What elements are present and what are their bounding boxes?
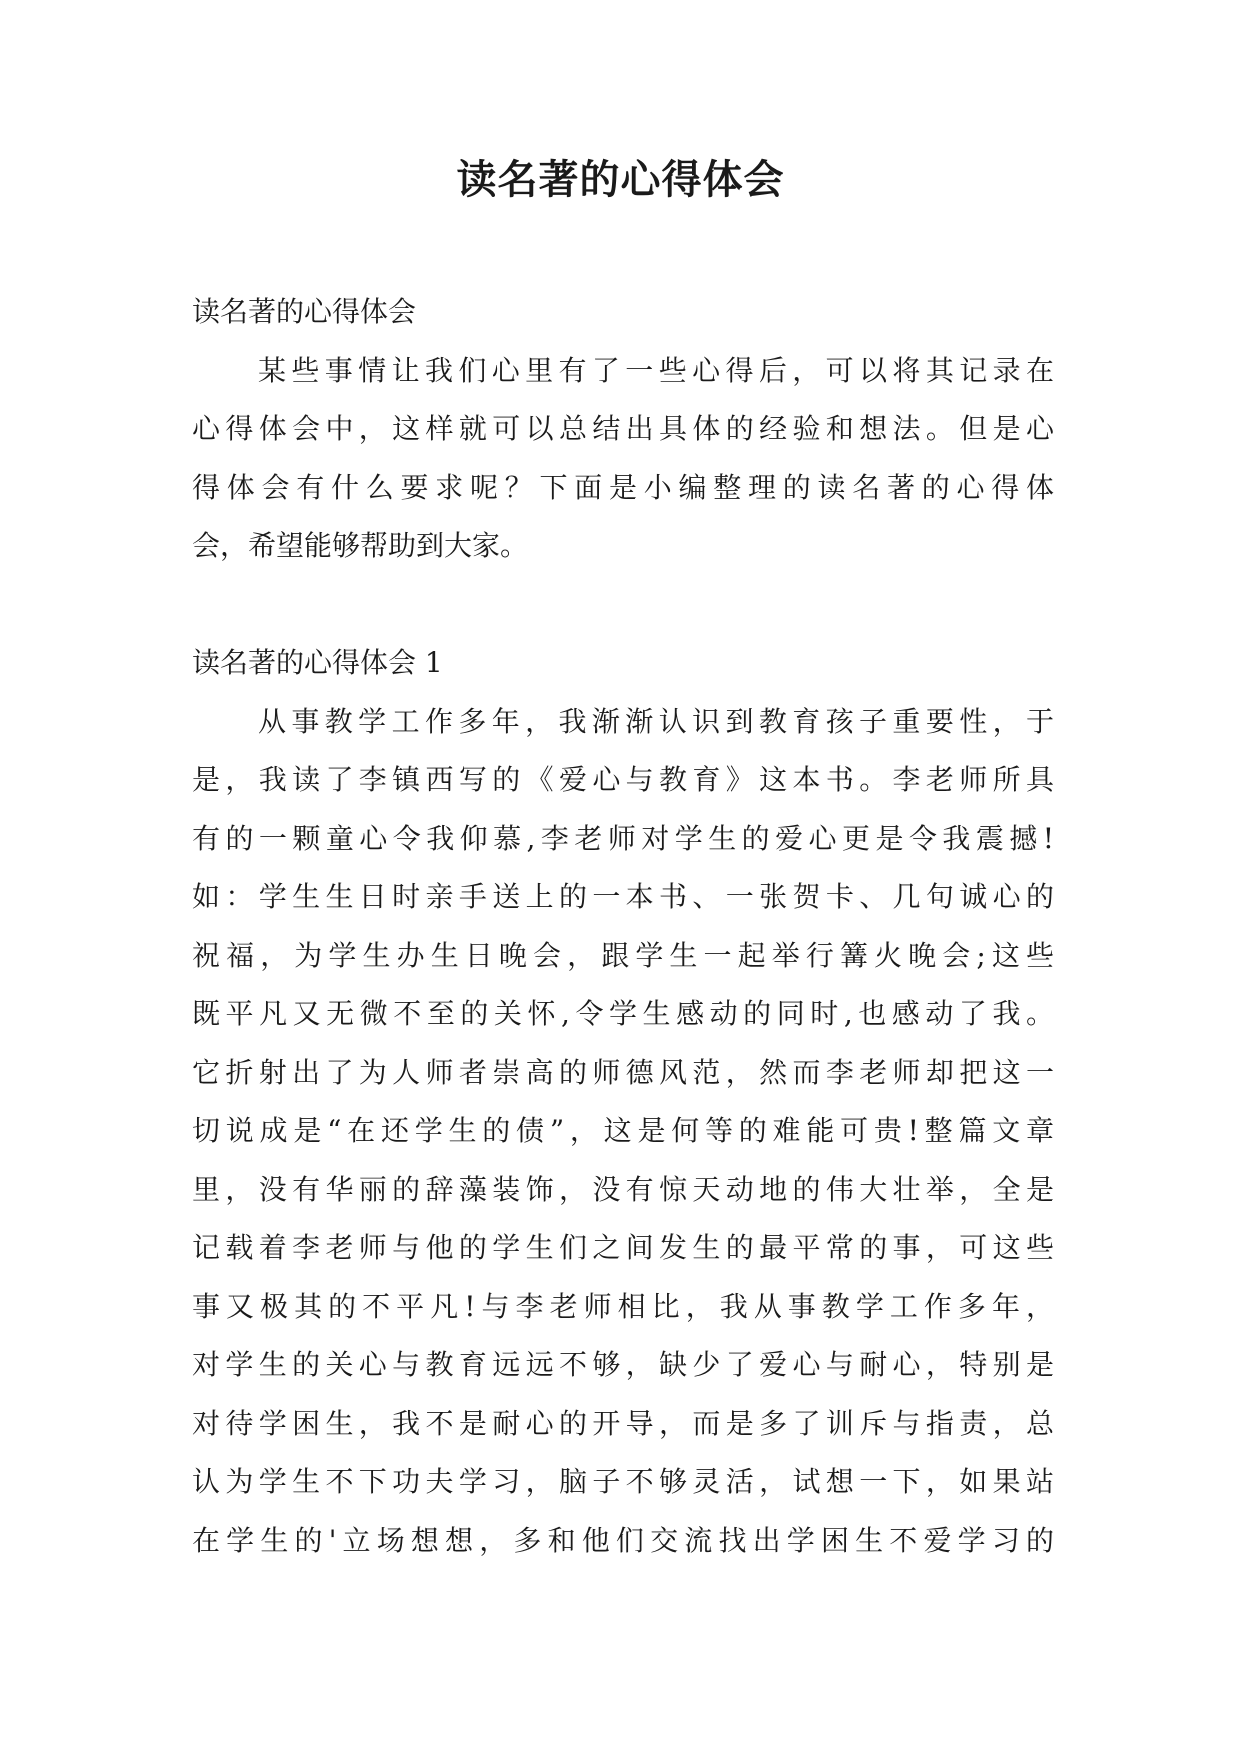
document-title: 读名著的心得体会 — [456, 157, 785, 203]
intro-paragraph-line: 心得体会中，这样就可以总结出具体的经验和想法。但是心 — [192, 412, 1054, 445]
section1-paragraph-line: 有的一颗童心令我仰慕,李老师对学生的爱心更是令我震撼! — [192, 821, 1054, 855]
section1-paragraph-line: 既平凡又无微不至的关怀,令学生感动的同时,也感动了我。 — [192, 997, 1054, 1030]
section1-heading: 读名著的心得体会 1 — [192, 646, 443, 679]
section-spacer — [192, 576, 1054, 635]
section1-paragraph-line: 在学生的'立场想想，多和他们交流找出学困生不爱学习的 — [192, 1523, 1054, 1557]
section1-paragraph-line: 是，我读了李镇西写的《爱心与教育》这本书。李老师所具 — [192, 763, 1054, 796]
section1-paragraph-line: 如：学生生日时亲手送上的一本书、一张贺卡、几句诚心的 — [192, 880, 1054, 913]
section1-paragraph-line: 它折射出了为人师者崇高的师德风范，然而李老师却把这一 — [192, 1055, 1054, 1089]
intro-paragraph-line: 某些事情让我们心里有了一些心得后，可以将其记录在 — [258, 353, 1054, 387]
intro-heading: 读名著的心得体会 — [192, 295, 417, 328]
intro-paragraph-line: 得体会有什么要求呢？下面是小编整理的读名著的心得体 — [192, 470, 1054, 504]
intro-paragraph-line: 会，希望能够帮助到大家。 — [192, 529, 529, 562]
section1-paragraph-line: 切说成是“在还学生的债”，这是何等的难能可贵!整篇文章 — [192, 1114, 1054, 1147]
section1-paragraph-line: 记载着李老师与他的学生们之间发生的最平常的事，可这些 — [192, 1231, 1054, 1264]
document-body — [192, 283, 1054, 1570]
section1-paragraph-line: 里，没有华丽的辞藻装饰，没有惊天动地的伟大壮举，全是 — [192, 1172, 1054, 1206]
section1-paragraph-line: 事又极其的不平凡!与李老师相比，我从事教学工作多年， — [192, 1289, 1054, 1323]
section1-paragraph-line: 对学生的关心与教育远远不够，缺少了爱心与耐心，特别是 — [192, 1348, 1054, 1381]
section1-paragraph-line: 认为学生不下功夫学习，脑子不够灵活，试想一下，如果站 — [192, 1465, 1054, 1498]
section1-paragraph-line: 祝福，为学生办生日晚会，跟学生一起举行篝火晚会;这些 — [192, 938, 1054, 972]
section1-paragraph-line: 对待学困生，我不是耐心的开导，而是多了训斥与指责，总 — [192, 1406, 1054, 1440]
section1-paragraph-line: 从事教学工作多年，我渐渐认识到教育孩子重要性，于 — [258, 704, 1054, 738]
